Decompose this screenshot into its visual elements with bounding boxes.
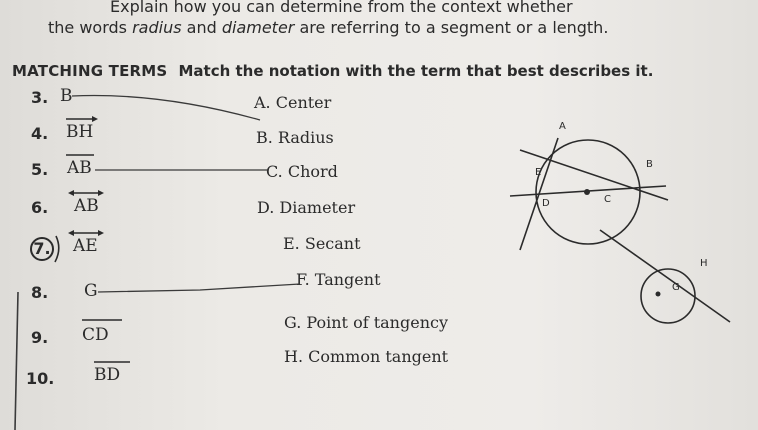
notation-point-g: G — [84, 281, 98, 301]
term-g-point-of-tangency: G. Point of tangency — [284, 313, 448, 332]
notation-line-ae: AE — [73, 236, 98, 256]
line-arrowhead-right-ae — [98, 230, 104, 236]
item-number-4: 4. — [31, 124, 49, 143]
small-circle — [641, 269, 695, 323]
item-number-8: 8. — [31, 283, 49, 302]
section-instruction: Match the notation with the term that best describes it. — [178, 62, 654, 80]
term-d-diameter: D. Diameter — [257, 198, 356, 217]
diagram-label-d: D — [542, 198, 550, 209]
diagram-label-e: E — [535, 167, 542, 178]
diagram-label-a: A — [559, 121, 566, 132]
item-number-9: 9. — [31, 328, 49, 347]
notation-point-b: B — [60, 86, 73, 106]
term-b-radius: B. Radius — [256, 128, 334, 147]
notation-ray-bh: BH — [66, 122, 94, 142]
intro-line-2: the words radius and diameter are referring to a segment or a length. — [48, 18, 609, 37]
diagram-label-b: B — [646, 159, 653, 170]
section-title: MATCHING TERMS — [12, 62, 168, 80]
term-e-secant: E. Secant — [283, 234, 361, 253]
notation-line-ab: AB — [74, 196, 99, 216]
line-arrowhead-right-ab — [98, 190, 104, 196]
match-line-3 — [72, 96, 260, 121]
notation-segment-cd: CD — [82, 325, 109, 345]
center-point — [584, 189, 590, 195]
matching-lines — [72, 96, 300, 293]
ray-arrowhead — [92, 116, 98, 122]
line-arrowhead-left-ab — [68, 190, 74, 196]
margin-line — [15, 292, 18, 430]
notation-marks — [55, 116, 130, 362]
diagram-label-c: C — [604, 194, 611, 205]
notation-segment-bd: BD — [94, 365, 121, 385]
term-f-tangent: F. Tangent — [296, 270, 381, 289]
intro-line-1: Explain how you can determine from the context whether — [110, 0, 573, 16]
notation-segment-ab: AB — [67, 158, 92, 178]
item-number-6: 6. — [31, 198, 49, 217]
item-number-5: 5. — [31, 160, 49, 179]
item-number-10: 10. — [26, 369, 55, 388]
diagram-label-g: G — [672, 282, 680, 293]
match-line-8 — [98, 284, 300, 292]
circled-number: 7. — [30, 237, 54, 261]
term-h-common-tangent: H. Common tangent — [284, 347, 449, 366]
answer-bracket — [55, 236, 59, 262]
diagram-label-h: H — [700, 258, 708, 269]
tangent-line-top — [520, 150, 668, 200]
item-number-3: 3. — [31, 88, 49, 107]
common-tangent-line — [600, 230, 730, 322]
line-arrowhead-left-ae — [68, 230, 74, 236]
term-a-center: A. Center — [254, 93, 332, 112]
point-g-dot — [656, 292, 661, 297]
term-c-chord: C. Chord — [266, 162, 338, 181]
circle-diagram — [510, 138, 730, 323]
